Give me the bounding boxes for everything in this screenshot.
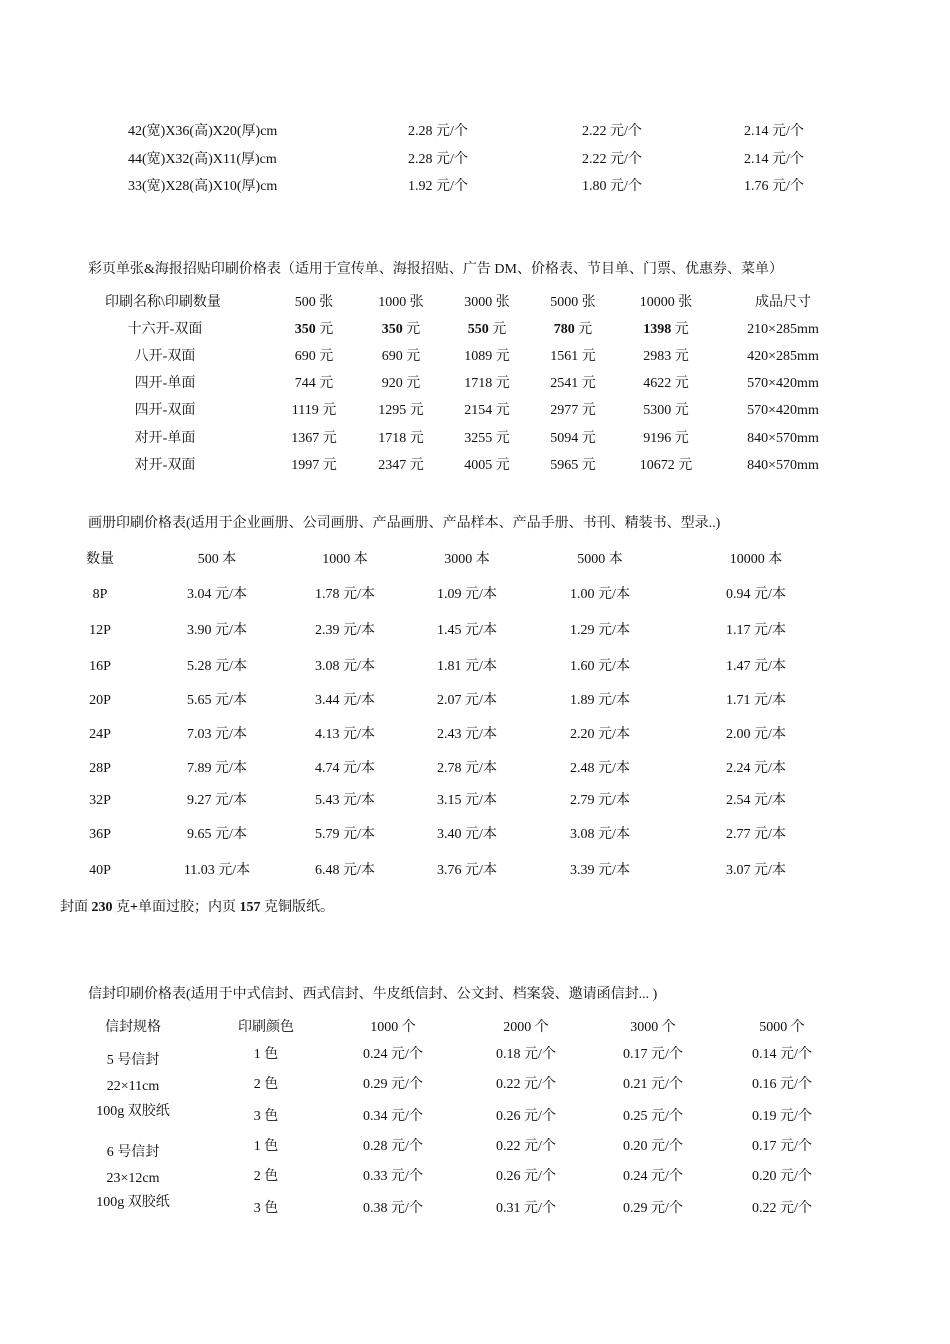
album-price-cell: 6.48 元/本 (315, 863, 375, 878)
leaflet-size-cell: 570×420mm (747, 403, 819, 418)
leaflet-price-cell: 1367 元 (291, 431, 337, 446)
album-pages-cell: 40P (89, 863, 111, 878)
album-price-cell: 1.81 元/本 (437, 659, 497, 674)
album-table-title: 画册印刷价格表(适用于企业画册、公司画册、产品画册、产品样本、产品手册、书刊、精装书、型录..) (88, 516, 721, 531)
album-price-cell: 3.44 元/本 (315, 693, 375, 708)
envelope-color-cell: 1 色 (253, 1047, 279, 1062)
leaflet-price-cell: 2541 元 (550, 376, 596, 391)
envelope-spec-line: 22×11cm (106, 1079, 160, 1094)
leaflet-price-cell: 1295 元 (378, 403, 424, 418)
envelope-price-cell: 0.28 元/个 (363, 1139, 423, 1154)
album-price-cell: 3.39 元/本 (570, 863, 630, 878)
album-pages-cell: 12P (89, 623, 111, 638)
leaflet-price-cell: 9196 元 (643, 431, 689, 446)
box-price-cell: 1.76 元/个 (744, 179, 804, 194)
leaflet-price-cell: 2154 元 (464, 403, 510, 418)
envelope-price-cell: 0.22 元/个 (496, 1077, 556, 1092)
box-price-cell: 1.92 元/个 (408, 179, 468, 194)
envelope-spec-line: 23×12cm (106, 1171, 160, 1186)
envelope-price-cell: 0.17 元/个 (623, 1047, 683, 1062)
album-price-cell: 1.00 元/本 (570, 587, 630, 602)
album-price-cell: 4.13 元/本 (315, 727, 375, 742)
envelope-table-title: 信封印刷价格表(适用于中式信封、西式信封、牛皮纸信封、公文封、档案袋、邀请函信封... ) (88, 987, 658, 1002)
leaflet-row-name: 四开-双面 (134, 403, 196, 418)
leaflet-price-cell: 5965 元 (550, 458, 596, 473)
envelope-price-cell: 0.16 元/个 (752, 1077, 812, 1092)
envelope-color-cell: 2 色 (253, 1169, 279, 1184)
envelope-price-cell: 0.33 元/个 (363, 1169, 423, 1184)
envelope-price-cell: 0.14 元/个 (752, 1047, 812, 1062)
album-price-cell: 3.76 元/本 (437, 863, 497, 878)
leaflet-size-cell: 210×285mm (747, 322, 819, 337)
envelope-price-cell: 0.24 元/个 (623, 1169, 683, 1184)
album-price-cell: 1.60 元/本 (570, 659, 630, 674)
album-price-cell: 2.07 元/本 (437, 693, 497, 708)
leaflet-price-cell: 690 元 (381, 349, 421, 364)
leaflet-price-cell: 1119 元 (291, 403, 337, 418)
leaflet-price-cell: 550 元 (467, 322, 507, 337)
album-pages-cell: 28P (89, 761, 111, 776)
album-price-cell: 2.24 元/本 (726, 761, 786, 776)
leaflet-price-cell: 920 元 (381, 376, 421, 391)
envelope-price-cell: 0.29 元/个 (623, 1201, 683, 1216)
envelope-price-cell: 0.38 元/个 (363, 1201, 423, 1216)
box-size-cell: 33(宽)X28(高)X10(厚)cm (128, 179, 278, 194)
envelope-price-cell: 0.26 元/个 (496, 1109, 556, 1124)
envelope-spec-line: 5 号信封 (106, 1053, 160, 1068)
leaflet-row-name: 四开-单面 (134, 376, 196, 391)
envelope-price-cell: 0.24 元/个 (363, 1047, 423, 1062)
album-price-cell: 2.43 元/本 (437, 727, 497, 742)
album-price-cell: 1.29 元/本 (570, 623, 630, 638)
album-price-cell: 1.09 元/本 (437, 587, 497, 602)
leaflet-size-cell: 570×420mm (747, 376, 819, 391)
box-price-cell: 2.14 元/个 (744, 124, 804, 139)
leaflet-header-qty: 5000 张 (550, 295, 596, 310)
envelope-color-cell: 3 色 (253, 1201, 279, 1216)
box-price-cell: 2.22 元/个 (582, 124, 642, 139)
leaflet-size-cell: 840×570mm (747, 458, 819, 473)
envelope-price-cell: 0.31 元/个 (496, 1201, 556, 1216)
leaflet-price-cell: 10672 元 (639, 458, 693, 473)
envelope-header: 信封规格 (105, 1020, 161, 1035)
leaflet-price-cell: 5094 元 (550, 431, 596, 446)
leaflet-row-name: 十六开-双面 (127, 322, 203, 337)
leaflet-price-cell: 350 元 (381, 322, 421, 337)
album-price-cell: 4.74 元/本 (315, 761, 375, 776)
envelope-color-cell: 1 色 (253, 1139, 279, 1154)
album-header: 数量 (86, 552, 114, 567)
box-price-cell: 1.80 元/个 (582, 179, 642, 194)
album-price-cell: 1.17 元/本 (726, 623, 786, 638)
envelope-price-cell: 0.26 元/个 (496, 1169, 556, 1184)
album-price-cell: 3.90 元/本 (187, 623, 247, 638)
leaflet-price-cell: 2983 元 (643, 349, 689, 364)
envelope-header: 5000 个 (759, 1020, 805, 1035)
album-price-cell: 3.40 元/本 (437, 827, 497, 842)
leaflet-price-cell: 2347 元 (378, 458, 424, 473)
leaflet-price-cell: 3255 元 (464, 431, 510, 446)
album-price-cell: 5.65 元/本 (187, 693, 247, 708)
album-price-cell: 3.08 元/本 (570, 827, 630, 842)
album-price-cell: 3.15 元/本 (437, 793, 497, 808)
album-price-cell: 1.89 元/本 (570, 693, 630, 708)
album-pages-cell: 20P (89, 693, 111, 708)
envelope-header: 1000 个 (370, 1020, 416, 1035)
leaflet-table-title: 彩页单张&海报招贴印刷价格表（适用于宣传单、海报招贴、广告 DM、价格表、节目单、门票、优惠券、菜单） (88, 262, 783, 277)
album-price-cell: 5.79 元/本 (315, 827, 375, 842)
album-price-cell: 7.03 元/本 (187, 727, 247, 742)
box-price-cell: 2.14 元/个 (744, 152, 804, 167)
album-price-cell: 3.07 元/本 (726, 863, 786, 878)
album-price-cell: 5.28 元/本 (187, 659, 247, 674)
box-size-cell: 42(宽)X36(高)X20(厚)cm (128, 124, 278, 139)
album-price-cell: 3.08 元/本 (315, 659, 375, 674)
envelope-spec-line: 6 号信封 (106, 1145, 160, 1160)
envelope-price-cell: 0.21 元/个 (623, 1077, 683, 1092)
leaflet-price-cell: 2977 元 (550, 403, 596, 418)
envelope-header: 2000 个 (503, 1020, 549, 1035)
album-paper-note: 封面 230 克+单面过胶；内页 157 克铜版纸。 (60, 900, 334, 915)
envelope-spec-line: 100g 双胶纸 (96, 1104, 170, 1119)
leaflet-price-cell: 1089 元 (464, 349, 510, 364)
album-price-cell: 1.45 元/本 (437, 623, 497, 638)
envelope-price-cell: 0.19 元/个 (752, 1109, 812, 1124)
album-price-cell: 9.65 元/本 (187, 827, 247, 842)
envelope-price-cell: 0.22 元/个 (496, 1139, 556, 1154)
album-price-cell: 5.43 元/本 (315, 793, 375, 808)
album-pages-cell: 32P (89, 793, 111, 808)
leaflet-header-qty: 1000 张 (378, 295, 424, 310)
album-header: 3000 本 (444, 552, 490, 567)
leaflet-header-size: 成品尺寸 (755, 295, 811, 310)
leaflet-header-qty: 10000 张 (639, 295, 693, 310)
album-price-cell: 7.89 元/本 (187, 761, 247, 776)
album-price-cell: 2.48 元/本 (570, 761, 630, 776)
leaflet-price-cell: 4005 元 (464, 458, 510, 473)
leaflet-price-cell: 5300 元 (643, 403, 689, 418)
leaflet-price-cell: 780 元 (553, 322, 593, 337)
leaflet-row-name: 八开-双面 (134, 349, 196, 364)
leaflet-price-cell: 1718 元 (464, 376, 510, 391)
album-price-cell: 2.77 元/本 (726, 827, 786, 842)
album-header: 500 本 (197, 552, 237, 567)
leaflet-price-cell: 1398 元 (643, 322, 689, 337)
leaflet-header-qty: 3000 张 (464, 295, 510, 310)
album-price-cell: 2.79 元/本 (570, 793, 630, 808)
album-header: 10000 本 (729, 552, 783, 567)
leaflet-header-qty: 500 张 (294, 295, 334, 310)
album-price-cell: 1.71 元/本 (726, 693, 786, 708)
envelope-price-cell: 0.18 元/个 (496, 1047, 556, 1062)
box-size-cell: 44(宽)X32(高)X11(厚)cm (128, 152, 277, 167)
leaflet-price-cell: 4622 元 (643, 376, 689, 391)
envelope-price-cell: 0.34 元/个 (363, 1109, 423, 1124)
envelope-color-cell: 2 色 (253, 1077, 279, 1092)
leaflet-row-name: 对开-双面 (134, 458, 196, 473)
album-price-cell: 2.20 元/本 (570, 727, 630, 742)
envelope-price-cell: 0.29 元/个 (363, 1077, 423, 1092)
album-price-cell: 1.47 元/本 (726, 659, 786, 674)
leaflet-price-cell: 1997 元 (291, 458, 337, 473)
envelope-header: 3000 个 (630, 1020, 676, 1035)
album-pages-cell: 8P (92, 587, 108, 602)
leaflet-price-cell: 744 元 (294, 376, 334, 391)
album-price-cell: 0.94 元/本 (726, 587, 786, 602)
album-price-cell: 2.78 元/本 (437, 761, 497, 776)
album-header: 5000 本 (577, 552, 623, 567)
envelope-price-cell: 0.25 元/个 (623, 1109, 683, 1124)
box-price-cell: 2.28 元/个 (408, 124, 468, 139)
album-price-cell: 1.78 元/本 (315, 587, 375, 602)
box-price-cell: 2.28 元/个 (408, 152, 468, 167)
envelope-spec-line: 100g 双胶纸 (96, 1195, 170, 1210)
album-pages-cell: 36P (89, 827, 111, 842)
leaflet-row-name: 对开-单面 (134, 431, 196, 446)
envelope-header: 印刷颜色 (238, 1020, 294, 1035)
album-pages-cell: 24P (89, 727, 111, 742)
envelope-price-cell: 0.20 元/个 (623, 1139, 683, 1154)
leaflet-price-cell: 690 元 (294, 349, 334, 364)
album-pages-cell: 16P (89, 659, 111, 674)
envelope-price-cell: 0.22 元/个 (752, 1201, 812, 1216)
envelope-price-cell: 0.17 元/个 (752, 1139, 812, 1154)
album-price-cell: 2.00 元/本 (726, 727, 786, 742)
envelope-color-cell: 3 色 (253, 1109, 279, 1124)
leaflet-price-cell: 1718 元 (378, 431, 424, 446)
leaflet-header-name: 印刷名称\印刷数量 (105, 295, 221, 310)
leaflet-size-cell: 420×285mm (747, 349, 819, 364)
album-price-cell: 2.39 元/本 (315, 623, 375, 638)
album-price-cell: 11.03 元/本 (183, 863, 251, 878)
album-header: 1000 本 (322, 552, 368, 567)
leaflet-size-cell: 840×570mm (747, 431, 819, 446)
album-price-cell: 3.04 元/本 (187, 587, 247, 602)
leaflet-price-cell: 350 元 (294, 322, 334, 337)
box-price-cell: 2.22 元/个 (582, 152, 642, 167)
album-price-cell: 2.54 元/本 (726, 793, 786, 808)
album-price-cell: 9.27 元/本 (187, 793, 247, 808)
envelope-price-cell: 0.20 元/个 (752, 1169, 812, 1184)
leaflet-price-cell: 1561 元 (550, 349, 596, 364)
